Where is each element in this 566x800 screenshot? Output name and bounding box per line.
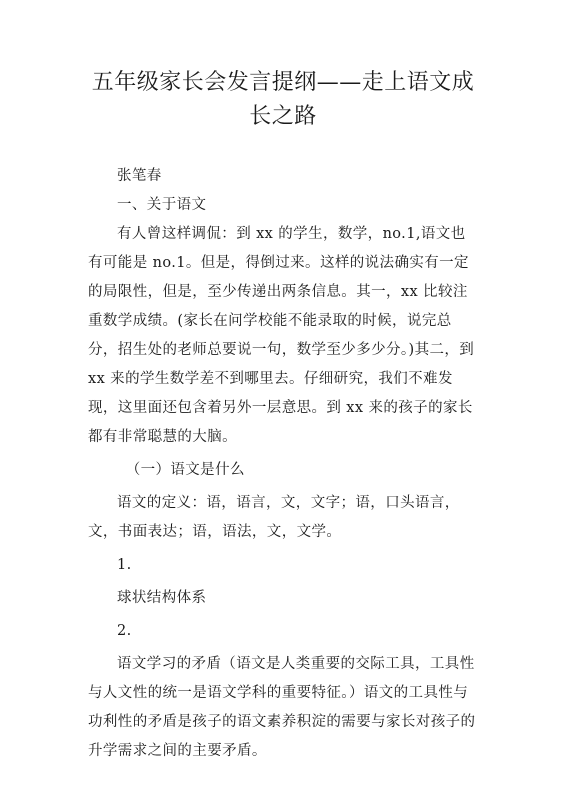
- document-title: [88, 66, 478, 134]
- paragraph-3: 语文学习的矛盾（语文是人类重要的交际工具，工具性与人文性的统一是语文学科的重要特征。）语文的工具性与功利性的矛盾是孩子的语文素养积淀的需要与家长对孩子的升学需求之间的主要矛盾。: [88, 656, 476, 759]
- list-number-2: 2.: [117, 623, 132, 639]
- list-number-1: 1.: [117, 557, 132, 573]
- section-heading: 一、关于语文: [117, 197, 207, 213]
- paragraph-1: 有人曾这样调侃：到 xx 的学生，数学，no.1,语文也有可能是 no.1。但是，得倒过来。这样的说法确实有一定的局限性，但是，至少传递出两条信息。其一，xx 比较注重数学成绩。(家长在问学校能不能录取的时候，说完总分，招生处的老师总要说一句，数学至少多少分。)其二，到 xx 来的学生数学差不到哪里去。仔细研究，我们不难发现，这里面还包含着另外一层意思。到 xx 来的孩子的家长都有非常聪慧的大脑。: [88, 226, 475, 445]
- subsection-heading: （一）语文是什么: [125, 462, 245, 478]
- list-item-1: 球状结构体系: [117, 590, 207, 606]
- title-line-2: 长之路: [249, 104, 317, 129]
- author-name: 张笔春: [117, 168, 162, 184]
- paragraph-2: 语文的定义：语，语言，文，文字；语，口头语言，文，书面表达；语，语法，文，文学。: [88, 495, 460, 540]
- title-line-1: 五年级家长会发言提纲——走上语文成: [91, 70, 475, 95]
